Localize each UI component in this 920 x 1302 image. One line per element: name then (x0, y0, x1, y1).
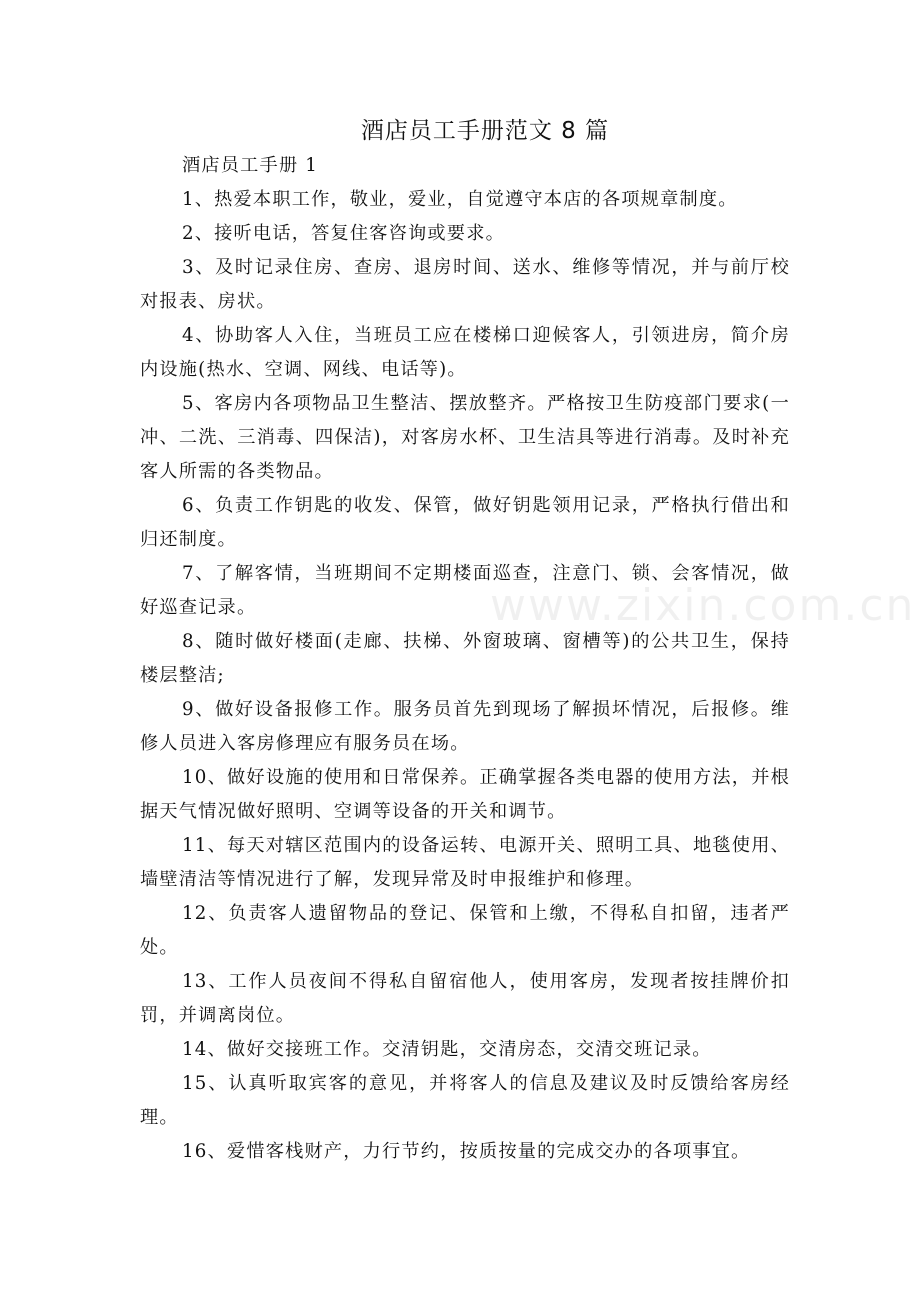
document-title: 酒店员工手册范文 8 篇 (360, 118, 610, 144)
paragraph-8: 8、随时做好楼面(走廊、扶梯、外窗玻璃、窗槽等)的公共卫生，保持楼层整洁; (140, 631, 790, 686)
watermark: www.zixin.com.cn (490, 580, 916, 631)
paragraph-3: 3、及时记录住房、查房、退房时间、送水、维修等情况，并与前厅校对报表、房状。 (140, 257, 790, 312)
paragraph-4: 4、协助客人入住，当班员工应在楼梯口迎候客人，引领进房，简介房内设施(热水、空调、网线、电话等)。 (140, 325, 790, 380)
paragraph-11: 11、每天对辖区范围内的设备运转、电源开关、照明工具、地毯使用、墙壁清洁等情况进行了解，发现异常及时申报维护和修理。 (140, 835, 790, 890)
paragraph-5: 5、客房内各项物品卫生整洁、摆放整齐。严格按卫生防疫部门要求(一冲、二洗、三消毒、四保洁)，对客房水杯、卫生洁具等进行消毒。及时补充客人所需的各类物品。 (140, 393, 790, 482)
paragraph-16: 16、爱惜客栈财产，力行节约，按质按量的完成交办的各项事宜。 (182, 1141, 751, 1162)
paragraph-6: 6、负责工作钥匙的收发、保管，做好钥匙领用记录，严格执行借出和归还制度。 (140, 495, 790, 550)
paragraph-9: 9、做好设备报修工作。服务员首先到现场了解损坏情况，后报修。维修人员进入客房修理应有服务员在场。 (140, 699, 790, 754)
document-body (140, 149, 790, 1169)
paragraph-10: 10、做好设施的使用和日常保养。正确掌握各类电器的使用方法，并根据天气情况做好照明、空调等设备的开关和调节。 (140, 767, 790, 822)
paragraph-14: 14、做好交接班工作。交清钥匙，交清房态，交清交班记录。 (182, 1039, 712, 1060)
paragraph-13: 13、工作人员夜间不得私自留宿他人，使用客房，发现者按挂牌价扣罚，并调离岗位。 (140, 971, 790, 1026)
paragraph-12: 12、负责客人遗留物品的登记、保管和上缴，不得私自扣留，违者严处。 (140, 903, 790, 958)
paragraph-7: 7、了解客情，当班期间不定期楼面巡查，注意门、锁、会客情况，做好巡查记录。 (140, 563, 790, 618)
paragraph-2: 2、接听电话，答复住客咨询或要求。 (182, 223, 505, 244)
paragraph-15: 15、认真听取宾客的意见，并将客人的信息及建议及时反馈给客房经理。 (140, 1073, 790, 1128)
paragraph-1: 1、热爱本职工作，敬业，爱业，自觉遵守本店的各项规章制度。 (182, 189, 738, 210)
section-heading: 酒店员工手册 1 (182, 155, 319, 176)
